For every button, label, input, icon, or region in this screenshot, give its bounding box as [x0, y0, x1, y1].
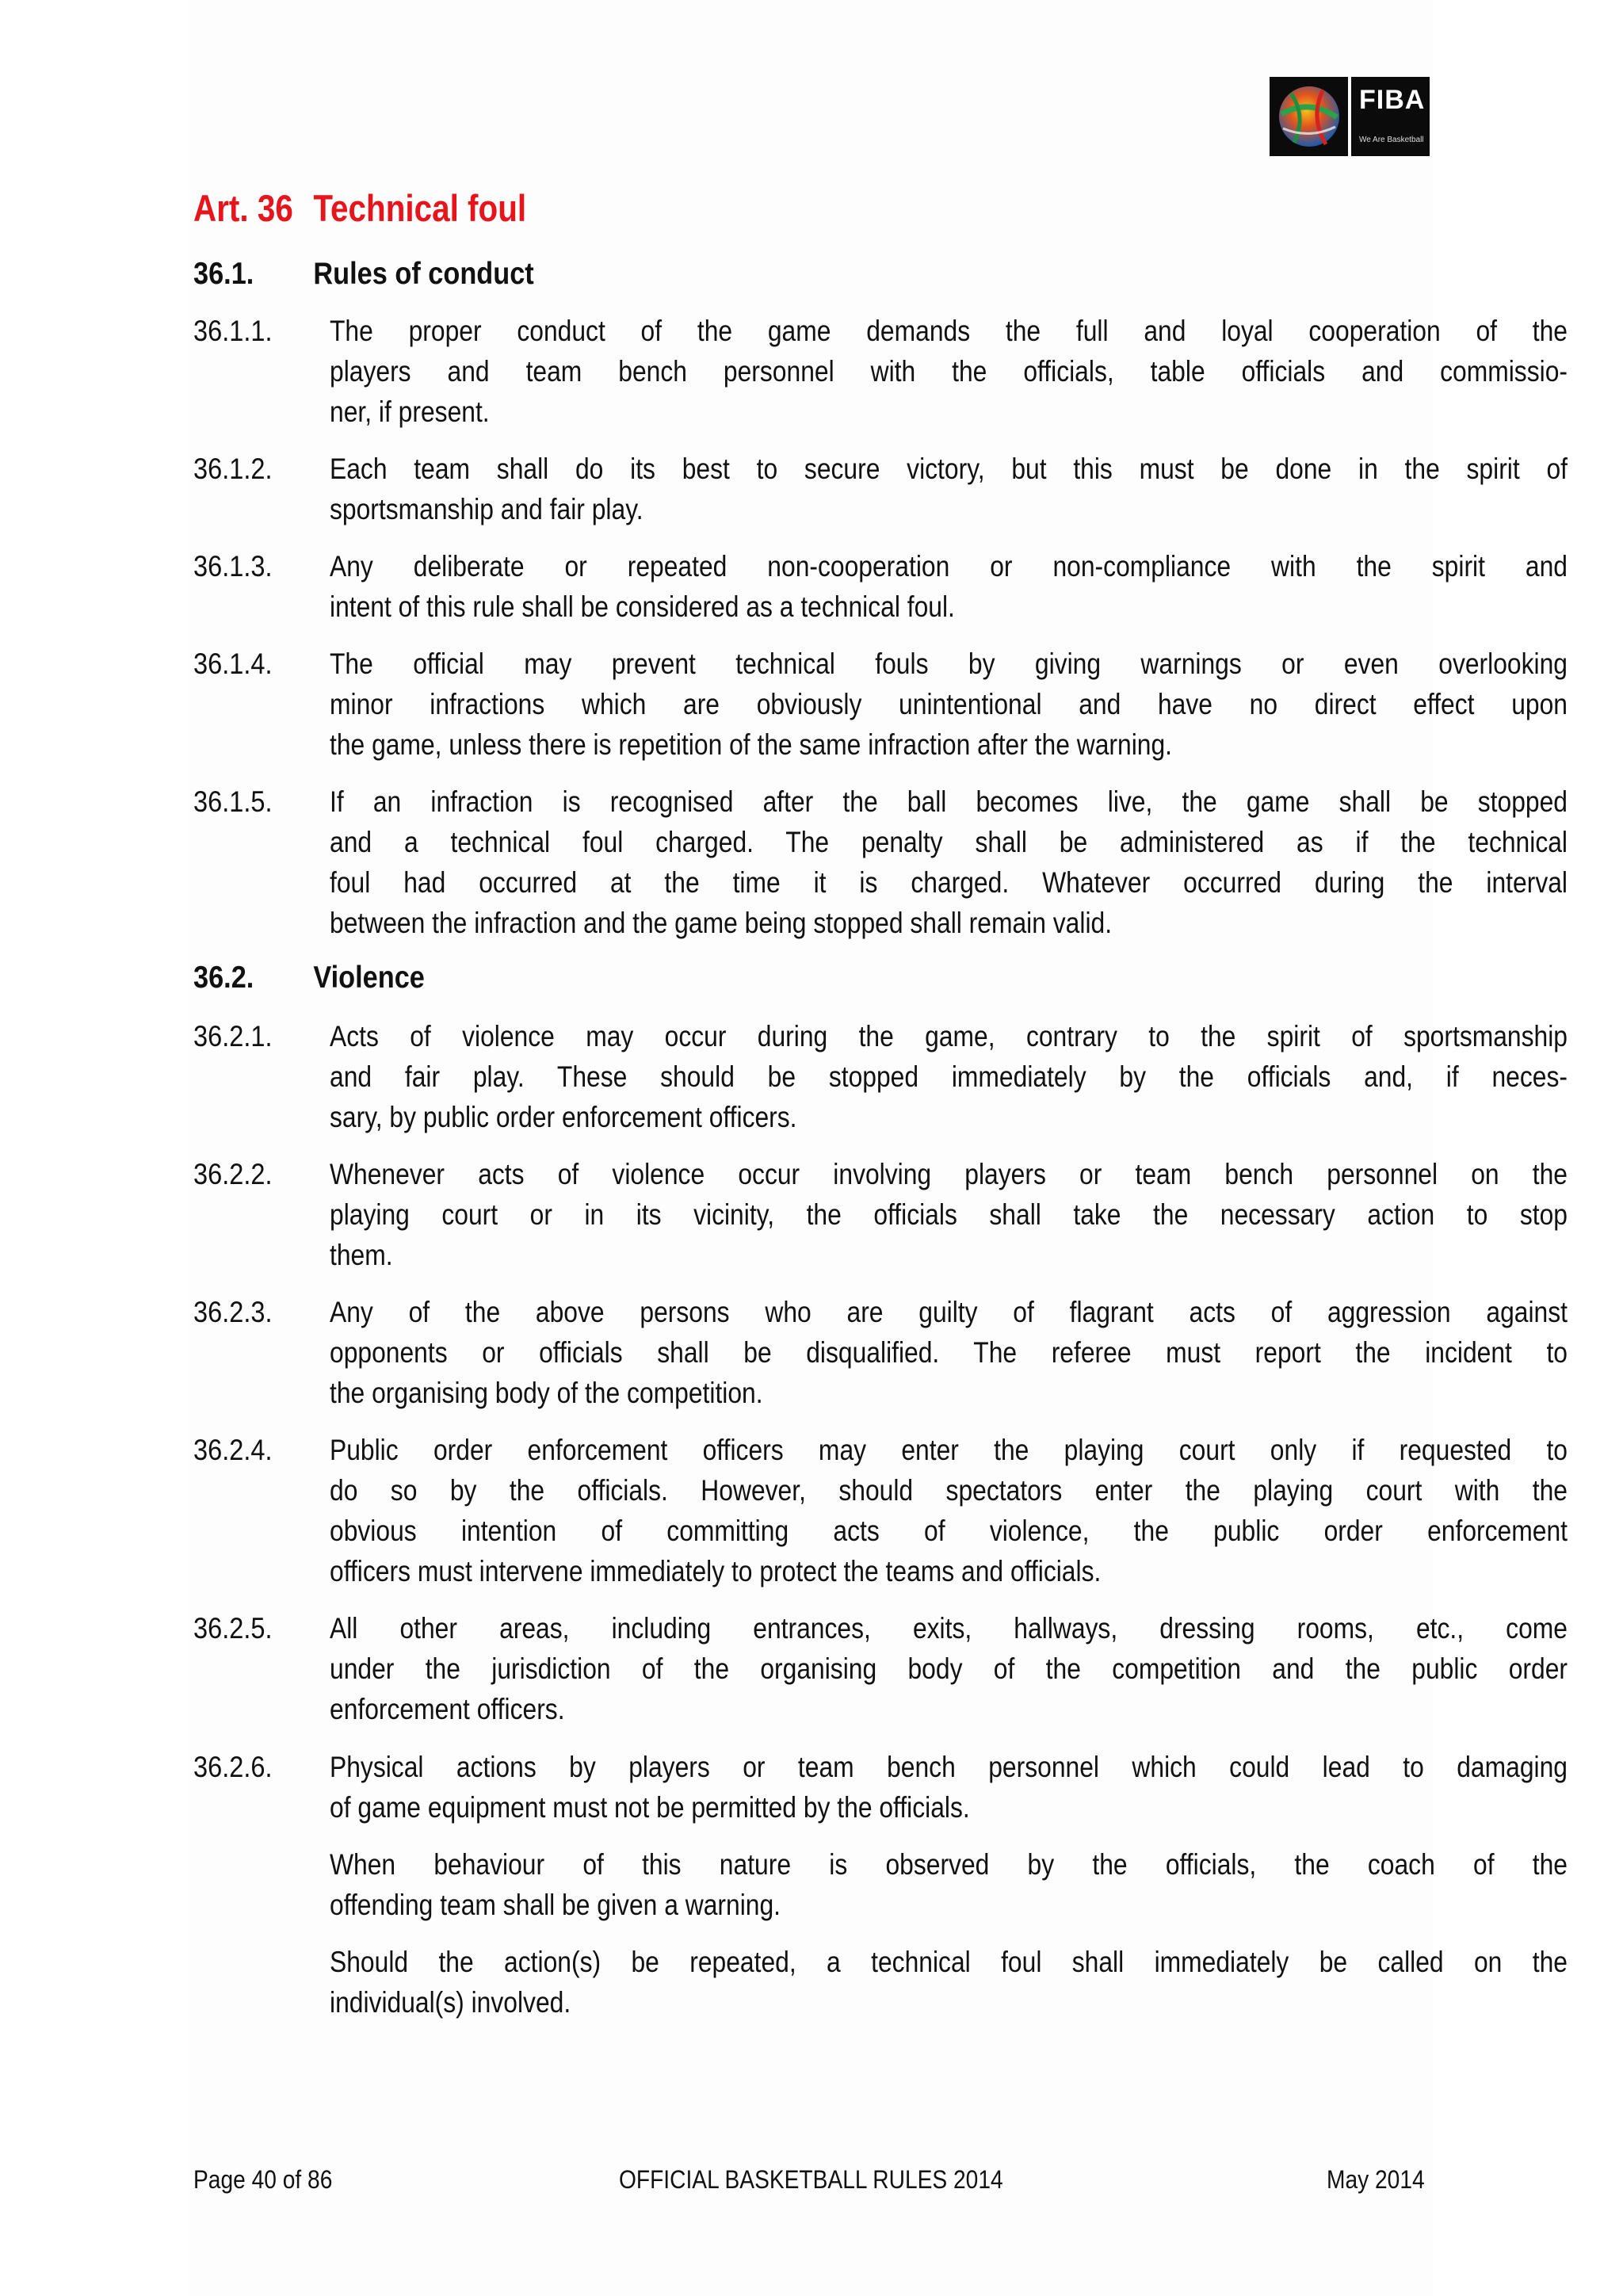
- section-title: Violence: [313, 961, 425, 995]
- paragraph-number: 36.1.5.: [193, 785, 273, 818]
- footer-date: May 2014: [1327, 2165, 1425, 2194]
- paragraph-text: [330, 781, 1568, 943]
- section-heading-36-2: [193, 961, 425, 995]
- text-line: and fair play. These should be stopped immediately by the officials and, if neces-: [330, 1060, 1568, 1093]
- footer-title: OFFICIAL BASKETBALL RULES 2014: [619, 2165, 1003, 2194]
- paragraph-text: [330, 1430, 1568, 1591]
- text-line: enforcement officers.: [330, 1693, 565, 1725]
- text-line: officers must intervene immediately to protect the teams and officials.: [330, 1555, 1102, 1587]
- logo-word: FIBA: [1359, 85, 1426, 115]
- text-line: them.: [330, 1239, 393, 1271]
- paragraph-number: 36.1.1.: [193, 315, 273, 347]
- paragraph-text: [330, 1292, 1568, 1413]
- text-line: Any deliberate or repeated non-cooperation or non-compliance with the spirit and: [330, 550, 1568, 583]
- paragraph-number: 36.2.5.: [193, 1612, 273, 1645]
- text-line: do so by the officials. However, should spectators enter the playing court with the: [330, 1474, 1568, 1507]
- text-line: minor infractions which are obviously unintentional and have no direct effect upon: [330, 688, 1568, 720]
- logo-tagline: We Are Basketball: [1359, 136, 1424, 144]
- text-line: the organising body of the competition.: [330, 1377, 763, 1409]
- paragraph-text: [330, 546, 1568, 627]
- text-line: playing court or in its vicinity, the officials shall take the necessary action to stop: [330, 1198, 1568, 1231]
- text-line: of game equipment must not be permitted by the officials.: [330, 1791, 970, 1824]
- fiba-wordmark: [1351, 77, 1430, 156]
- article-heading: [193, 186, 526, 230]
- text-line: If an infraction is recognised after the ball becomes live, the game shall be stopped: [330, 785, 1568, 818]
- paragraph-text: [330, 644, 1568, 765]
- paragraph-number: 36.2.1.: [193, 1020, 273, 1052]
- paragraph-text: [330, 1016, 1568, 1137]
- text-line: the game, unless there is repetition of the same infraction after the warning.: [330, 728, 1173, 761]
- section-number: 36.1.: [193, 257, 254, 291]
- text-line: When behaviour of this nature is observed by the officials, the coach of the: [330, 1848, 1568, 1881]
- paragraph-text: [330, 311, 1568, 432]
- text-line: Should the action(s) be repeated, a technical foul shall immediately be called on the: [330, 1946, 1568, 1978]
- text-line: Each team shall do its best to secure victory, but this must be done in the spirit of: [330, 453, 1568, 485]
- article-number: Art. 36: [193, 187, 293, 229]
- paragraph-number: 36.2.4.: [193, 1434, 273, 1466]
- paragraph-text: [330, 1844, 1568, 1925]
- paragraph-text: [330, 1154, 1568, 1275]
- text-line: opponents or officials shall be disqualified. The referee must report the incident to: [330, 1336, 1568, 1369]
- section-number: 36.2.: [193, 961, 254, 995]
- text-line: foul had occurred at the time it is charged. Whatever occurred during the interval: [330, 866, 1568, 899]
- section-title: Rules of conduct: [313, 257, 534, 291]
- text-line: Whenever acts of violence occur involving players or team bench personnel on the: [330, 1158, 1568, 1190]
- text-line: ner, if present.: [330, 395, 490, 428]
- paragraph-text: [330, 1608, 1568, 1729]
- text-line: and a technical foul charged. The penalty shall be administered as if the technical: [330, 826, 1568, 858]
- text-line: Physical actions by players or team bench personnel which could lead to damaging: [330, 1751, 1568, 1783]
- paragraph-text: [330, 1942, 1568, 2023]
- basketball-icon: [1270, 77, 1348, 156]
- text-line: under the jurisdiction of the organising body of the competition and the public order: [330, 1652, 1568, 1685]
- paragraph-text: [330, 449, 1568, 529]
- paragraph-number: 36.1.3.: [193, 550, 273, 583]
- paragraph-number: 36.2.3.: [193, 1296, 273, 1328]
- text-line: offending team shall be given a warning.: [330, 1889, 781, 1921]
- text-line: sportsmanship and fair play.: [330, 493, 643, 525]
- paragraph-number: 36.2.6.: [193, 1751, 273, 1783]
- text-line: intent of this rule shall be considered as a technical foul.: [330, 590, 955, 623]
- footer-page-number: Page 40 of 86: [193, 2165, 333, 2194]
- paragraph-text: [330, 1747, 1568, 1828]
- text-line: obvious intention of committing acts of violence, the public order enforcement: [330, 1515, 1568, 1547]
- text-line: Acts of violence may occur during the game, contrary to the spirit of sportsmanship: [330, 1020, 1568, 1052]
- section-heading-36-1: [193, 257, 534, 292]
- text-line: sary, by public order enforcement officers.: [330, 1101, 797, 1133]
- text-line: individual(s) involved.: [330, 1986, 571, 2019]
- text-line: The proper conduct of the game demands the full and loyal cooperation of the: [330, 315, 1568, 347]
- text-line: Any of the above persons who are guilty of flagrant acts of aggression against: [330, 1296, 1568, 1328]
- paragraph-number: 36.1.2.: [193, 453, 273, 485]
- text-line: between the infraction and the game being stopped shall remain valid.: [330, 907, 1113, 939]
- text-line: All other areas, including entrances, exits, hallways, dressing rooms, etc., come: [330, 1612, 1568, 1645]
- article-title: Technical foul: [313, 187, 527, 229]
- text-line: The official may prevent technical fouls by giving warnings or even overlooking: [330, 648, 1568, 680]
- fiba-logo: [1270, 77, 1430, 156]
- text-line: players and team bench personnel with the officials, table officials and commissio-: [330, 355, 1568, 388]
- paragraph-number: 36.2.2.: [193, 1158, 273, 1190]
- text-line: Public order enforcement officers may enter the playing court only if requested to: [330, 1434, 1568, 1466]
- paragraph-number: 36.1.4.: [193, 648, 273, 680]
